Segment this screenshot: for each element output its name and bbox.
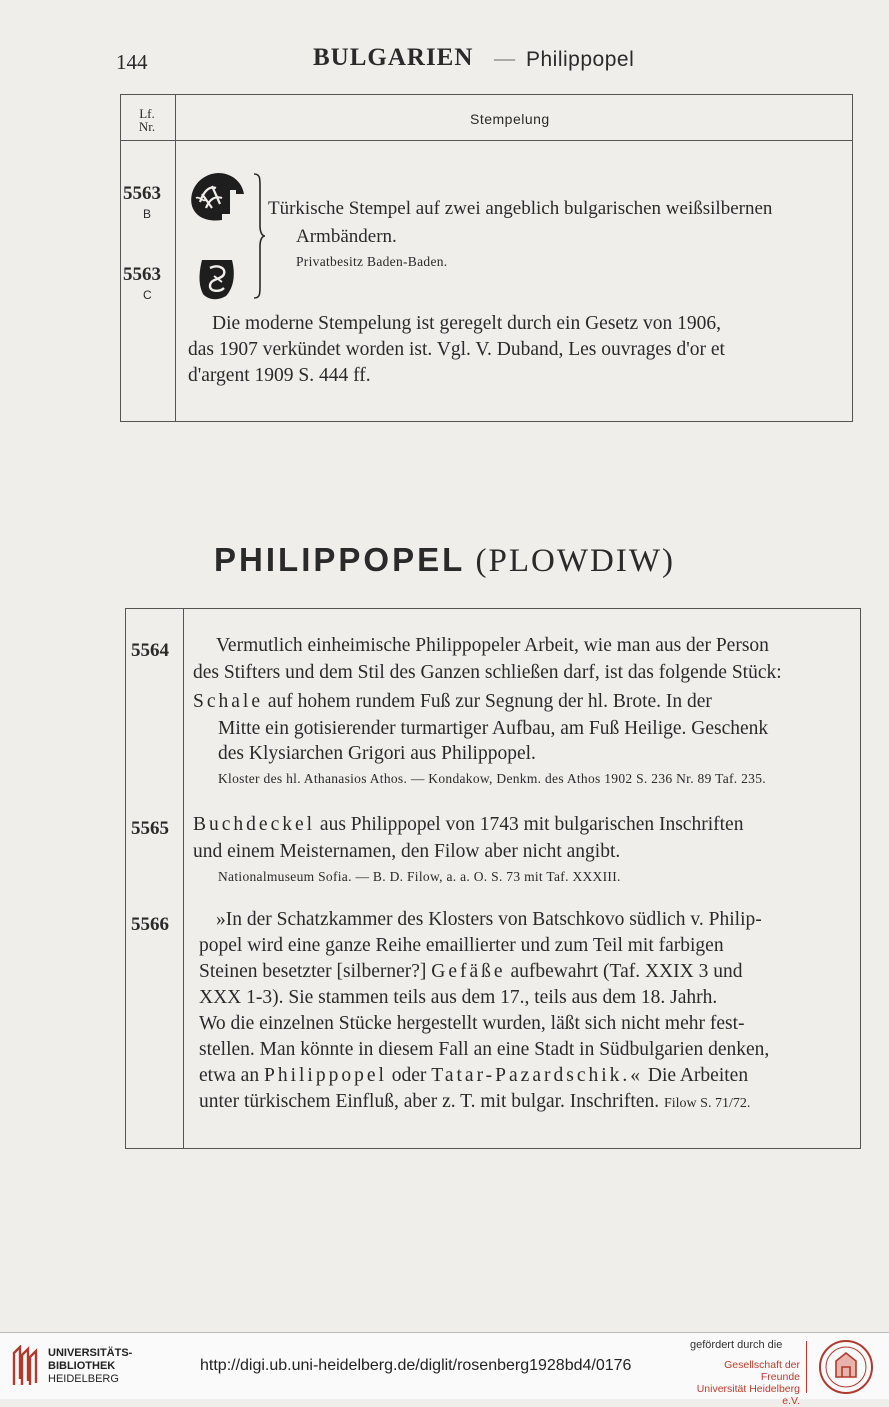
item-word-spaced: Schale (193, 691, 263, 712)
stamp-note-line: d'argent 1909 S. 444 ff. (188, 365, 371, 386)
entry-source: Kloster des hl. Athanasios Athos. — Kondakow, Denkm. des Athos 1902 S. 236 Nr. 89 Taf. 235. (218, 771, 766, 786)
entry-text-line: und einem Meisternamen, den Filow aber nicht angibt. (193, 841, 621, 862)
stamp-note-line: das 1907 verkündet worden ist. Vgl. V. Duband, Les ouvrages d'or et (188, 339, 725, 360)
stamp-source: Privatbesitz Baden-Baden. (296, 254, 448, 269)
entry-sub-letter: C (143, 288, 152, 302)
library-name-line: HEIDELBERG (48, 1373, 119, 1385)
library-name (48, 1347, 132, 1386)
entry-number: 5564 (131, 640, 169, 661)
sponsor-label: gefördert durch die (690, 1339, 783, 1351)
entry-text-line: des Klysiarchen Grigori aus Philippopel. (218, 743, 536, 764)
stamp-table-column-rule (175, 94, 176, 421)
catalogue-column-rule (183, 608, 184, 1148)
text-segment-spaced: Gefäße (431, 961, 506, 982)
entry-text-line: Vermutlich einheimische Philippopeler Arbeit, wie man aus der Person (216, 635, 769, 656)
entry-text-line: Wo die einzelnen Stücke hergestellt wurden, läßt sich nicht mehr fest- (199, 1013, 745, 1034)
entry-item-line (193, 814, 743, 836)
text-segment-spaced: Tatar-Pazardschik.« (431, 1065, 644, 1086)
text-segment: Die Arbeiten (647, 1065, 749, 1086)
running-title: BULGARIEN (313, 44, 474, 71)
text-segment: unter türkischem Einfluß, aber z. T. mit bulgar. Inschriften. (199, 1091, 660, 1112)
section-title (0, 541, 889, 580)
footer-banner (0, 1332, 889, 1407)
library-name-line: UNIVERSITÄTS- (48, 1347, 133, 1359)
entry-text-line: stellen. Man könnte in diesem Fall an eine Stadt in Südbulgarien denken, (199, 1039, 770, 1060)
permalink-url[interactable]: http://digi.ub.uni-heidelberg.de/diglit/rosenberg1928bd4/0176 (200, 1357, 632, 1374)
entry-sub-letter: B (143, 207, 152, 221)
column-header-stempelung: Stempelung (470, 111, 550, 127)
entry-number: 5566 (131, 914, 169, 935)
sponsor-name (688, 1359, 800, 1407)
item-word-rest: aus Philippopel von 1743 mit bulgarischen Inschriften (319, 814, 744, 835)
entry-text-line: XXX 1-3). Sie stammen teils aus dem 17., teils aus dem 18. Jahrh. (199, 987, 718, 1008)
column-header-lf-nr (122, 107, 172, 133)
text-segment: aufbewahrt (Taf. XXIX 3 und (510, 961, 743, 982)
hallmark-tughra-image (186, 168, 248, 230)
stamp-description-line: Türkische Stempel auf zwei angeblich bulgarischen weißsilbernen (268, 198, 773, 219)
section-title-main: PHILIPPOPEL (214, 541, 466, 578)
sponsor-name-line: Universität Heidelberg e.V. (696, 1383, 800, 1407)
text-segment: Steinen besetzter [silberner?] (199, 961, 427, 982)
entry-text-line (199, 961, 742, 983)
entry-number: 5565 (131, 818, 169, 839)
text-segment-spaced: Philippopel (263, 1065, 387, 1086)
hallmark-small-image (196, 254, 238, 302)
text-segment: etwa an (199, 1065, 260, 1086)
entry-source: Nationalmuseum Sofia. — B. D. Filow, a. a. O. S. 73 mit Taf. XXXIII. (218, 869, 621, 884)
library-name-line: BIBLIOTHEK (48, 1360, 116, 1372)
stamp-note-line: Die moderne Stempelung ist geregelt durch ein Gesetz von 1906, (212, 313, 722, 334)
running-title-dash: — (494, 46, 515, 70)
column-header-lf: Lf. (139, 106, 155, 121)
sponsor-divider (806, 1341, 807, 1393)
page-number: 144 (116, 50, 148, 74)
entry-text-line (199, 1065, 748, 1087)
entry-item-line (193, 691, 712, 713)
text-segment: oder (391, 1065, 427, 1086)
stamp-table-header-rule (120, 140, 852, 141)
item-word-rest: auf hohem rundem Fuß zur Segnung der hl. Brote. In der (267, 691, 712, 712)
entry-reference: Filow S. 71/72. (663, 1096, 751, 1111)
entry-number: 5563 (123, 183, 161, 204)
section-title-paren: (PLOWDIW) (475, 543, 675, 579)
running-subtitle: Philippopel (526, 48, 635, 71)
entry-text-line: Mitte ein gotisierender turmartiger Aufbau, am Fuß Heilige. Geschenk (218, 718, 769, 739)
entry-text-line (199, 1091, 750, 1113)
university-seal-icon (818, 1339, 874, 1395)
curly-brace (250, 172, 266, 300)
sponsor-name-line: Gesellschaft der Freunde (724, 1359, 800, 1383)
university-library-logo-icon (10, 1345, 42, 1387)
entry-text-line: popel wird eine ganze Reihe emaillierter und zum Teil mit farbigen (199, 935, 724, 956)
entry-number: 5563 (123, 264, 161, 285)
item-word-spaced: Buchdeckel (193, 814, 316, 835)
column-header-nr: Nr. (138, 119, 156, 134)
page-header (0, 44, 889, 80)
stamp-description-line: Armbändern. (296, 226, 397, 247)
entry-text-line: des Stifters und dem Stil des Ganzen schließen darf, ist das folgende Stück: (193, 662, 782, 683)
entry-text-line: »In der Schatzkammer des Klosters von Batschkovo südlich v. Philip- (216, 909, 762, 930)
